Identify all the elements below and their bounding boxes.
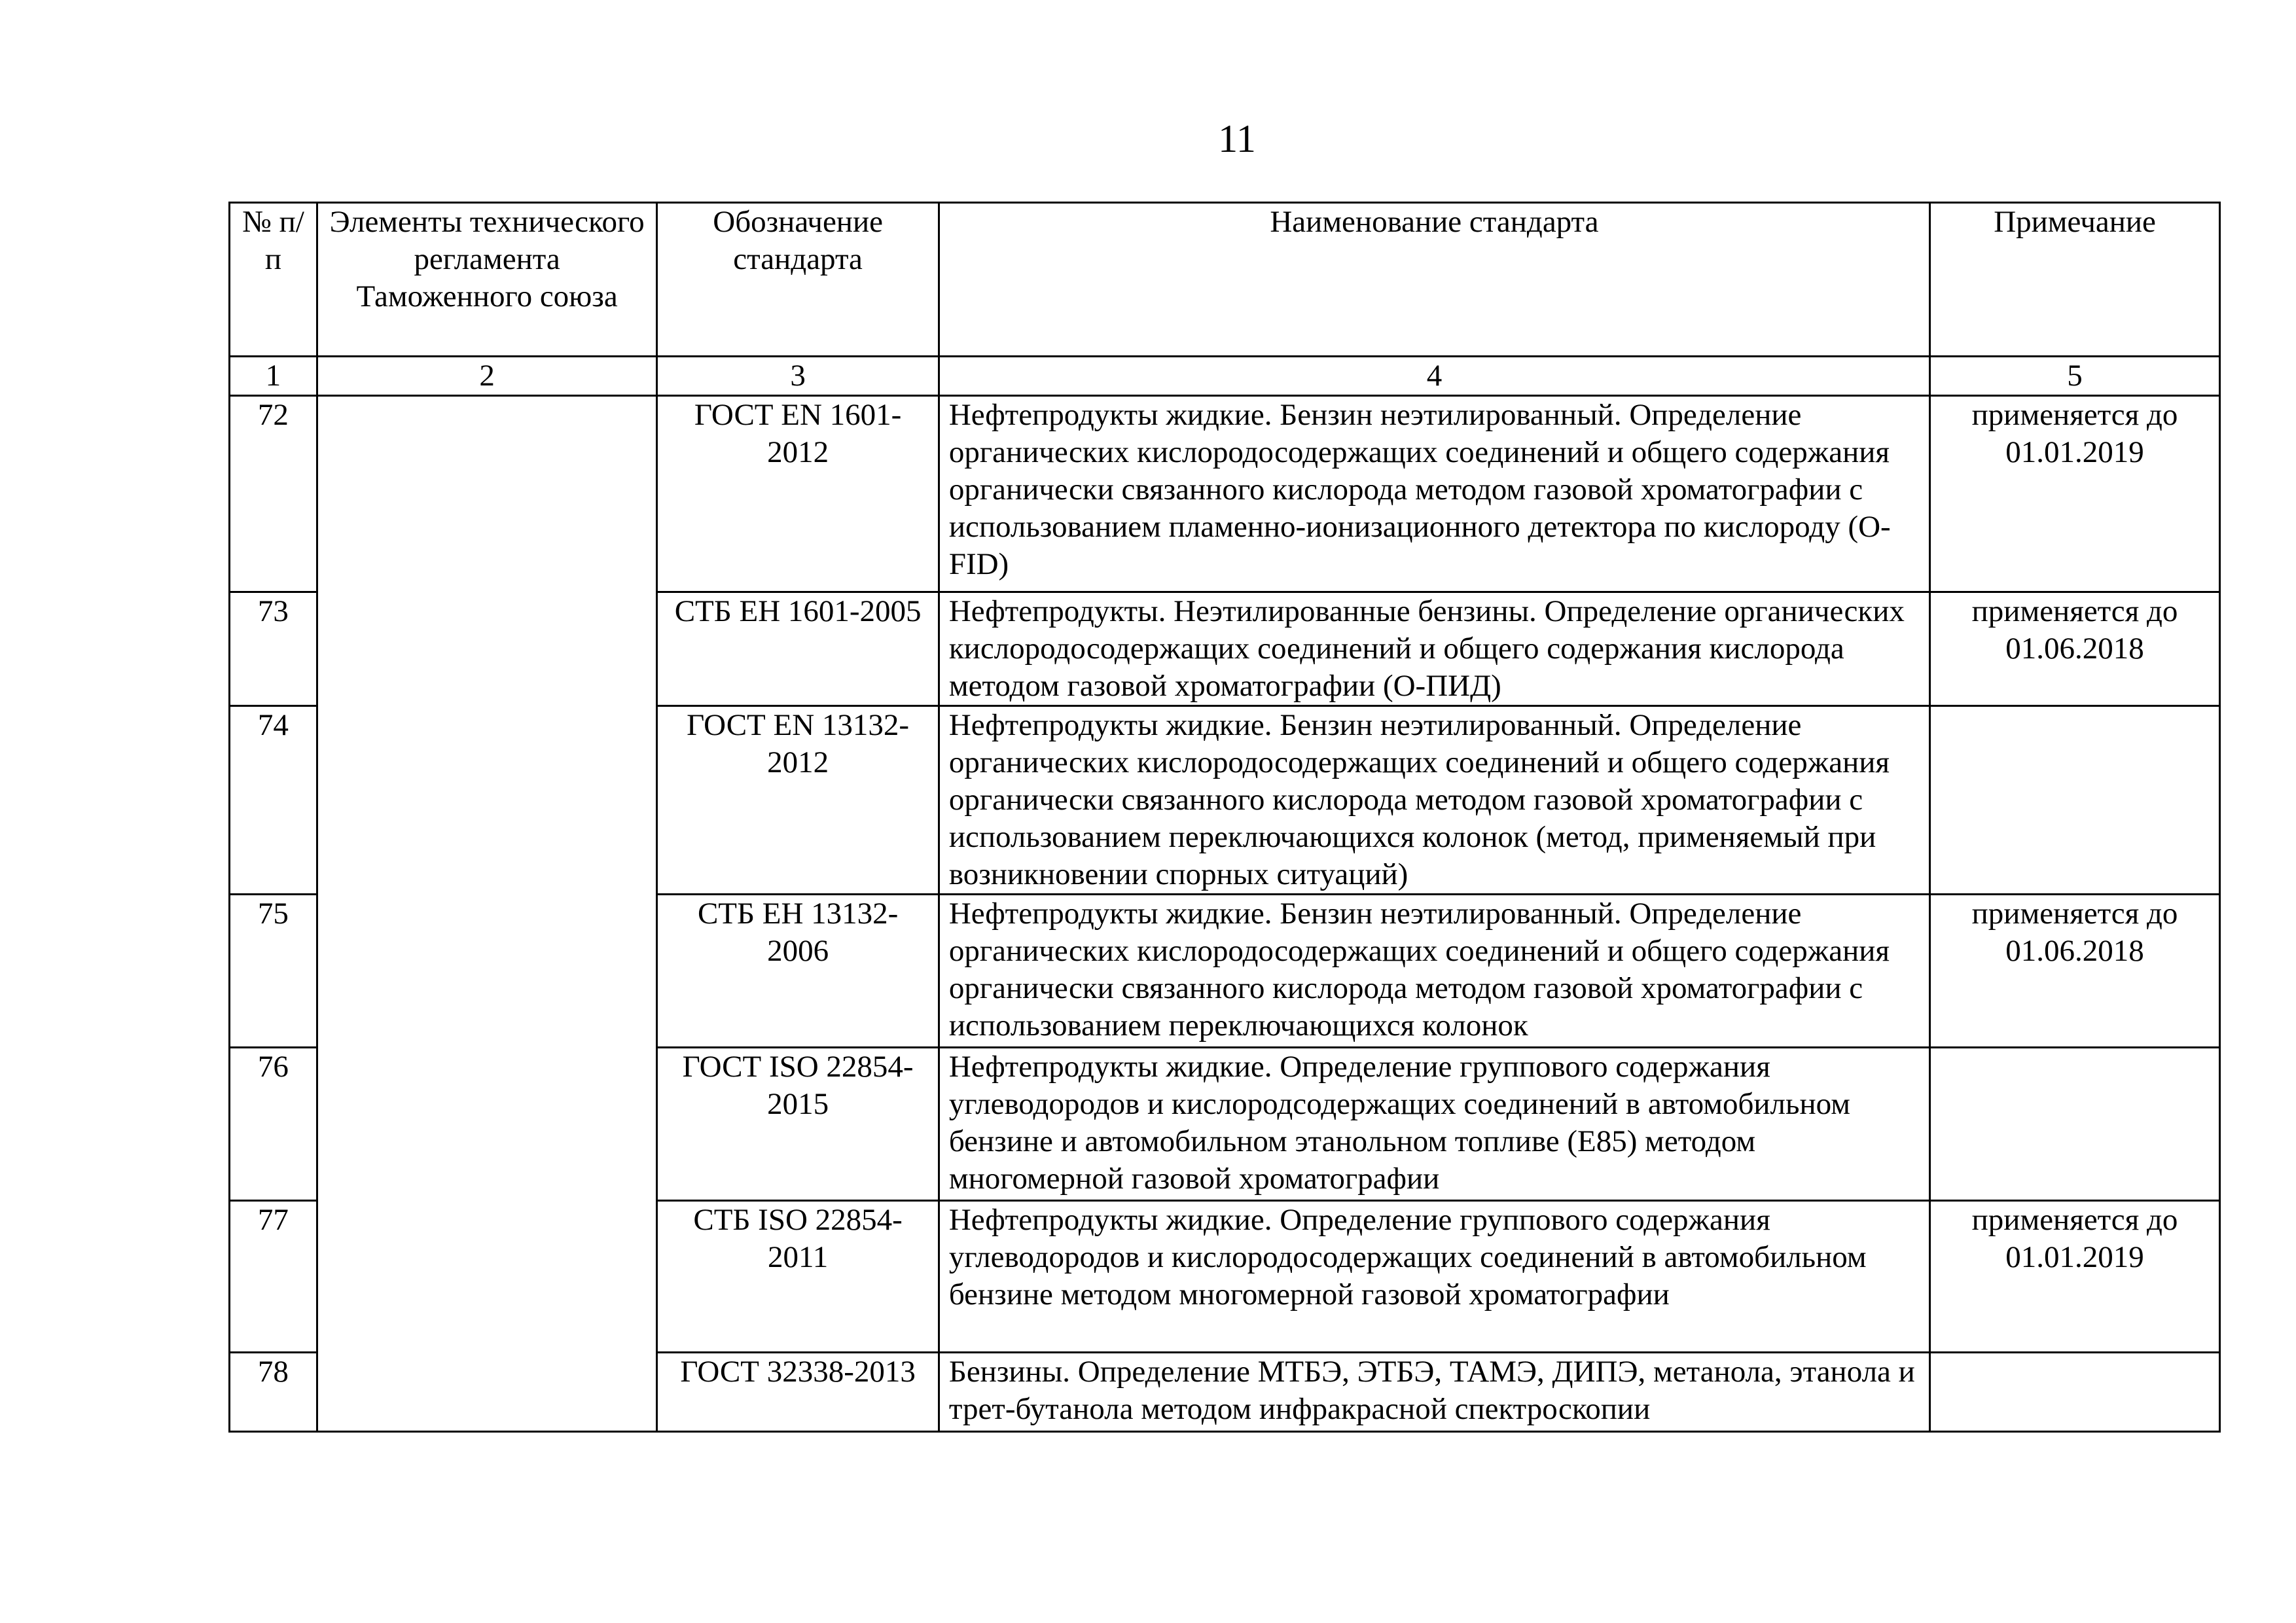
column-number: 1 [230,357,317,396]
standard-code: СТБ ЕН 13132-2006 [657,895,939,1048]
column-number: 4 [939,357,1929,396]
header-element: Элементы технического регламента Таможенного союза [317,203,657,357]
row-number: 77 [230,1201,317,1353]
standard-code: СТБ ЕН 1601-2005 [657,592,939,706]
header-note: Примечание [1930,203,2220,357]
row-number: 72 [230,396,317,592]
standard-note [1930,1048,2220,1201]
standard-code: ГОСТ EN 13132-2012 [657,706,939,895]
standard-note: применяется до 01.01.2019 [1930,396,2220,592]
standard-code: ГОСТ EN 1601-2012 [657,396,939,592]
standard-code: ГОСТ ISO 22854-2015 [657,1048,939,1201]
row-number: 73 [230,592,317,706]
header-number: № п/п [230,203,317,357]
header-code: Обозначение стандарта [657,203,939,357]
column-number-row [230,357,2220,396]
standard-note [1930,1353,2220,1432]
row-number: 74 [230,706,317,895]
page-number: 11 [1218,117,1256,160]
element-cell-merged [317,396,657,1432]
table-row [230,396,2220,592]
standard-name: Нефтепродукты жидкие. Бензин неэтилированный. Определение органических кислородосодержащих соединений и общего содержания органически связанного кислорода методом газовой хроматографии с использованием пламенно-ионизационного детектора по кислороду (O-FID) [939,396,1929,592]
standard-name: Бензины. Определение МТБЭ, ЭТБЭ, ТАМЭ, ДИПЭ, метанола, этанола и трет-бутанола методом инфракрасной спектроскопии [939,1353,1929,1432]
standard-name: Нефтепродукты жидкие. Определение группового содержания углеводородов и кислородсодержащих соединений в автомобильном бензине и автомобильном этанольном топливе (Е85) методом многомерной газовой хроматографии [939,1048,1929,1201]
standard-note: применяется до 01.06.2018 [1930,592,2220,706]
standard-name: Нефтепродукты жидкие. Определение группового содержания углеводородов и кислородосодержащих соединений в автомобильном бензине методом многомерной газовой хроматографии [939,1201,1929,1353]
column-number: 2 [317,357,657,396]
row-number: 75 [230,895,317,1048]
standard-note: применяется до 01.01.2019 [1930,1201,2220,1353]
standard-code: ГОСТ 32338-2013 [657,1353,939,1432]
standard-name: Нефтепродукты жидкие. Бензин неэтилированный. Определение органических кислородосодержащих соединений и общего содержания органически связанного кислорода методом газовой хроматографии с использованием переключающихся колонок (метод, применяемый при возникновении спорных ситуаций) [939,706,1929,895]
row-number: 76 [230,1048,317,1201]
column-number: 3 [657,357,939,396]
standard-name: Нефтепродукты. Неэтилированные бензины. Определение органических кислородосодержащих соединений и общего содержания кислорода методом газовой хроматографии (О-ПИД) [939,592,1929,706]
standards-table [228,202,2221,1433]
standard-note [1930,706,2220,895]
standard-code: СТБ ISO 22854-2011 [657,1201,939,1353]
header-row [230,203,2220,357]
standard-name: Нефтепродукты жидкие. Бензин неэтилированный. Определение органических кислородосодержащих соединений и общего содержания органически связанного кислорода методом газовой хроматографии с использованием переключающихся колонок [939,895,1929,1048]
row-number: 78 [230,1353,317,1432]
header-name: Наименование стандарта [939,203,1929,357]
column-number: 5 [1930,357,2220,396]
standard-note: применяется до 01.06.2018 [1930,895,2220,1048]
